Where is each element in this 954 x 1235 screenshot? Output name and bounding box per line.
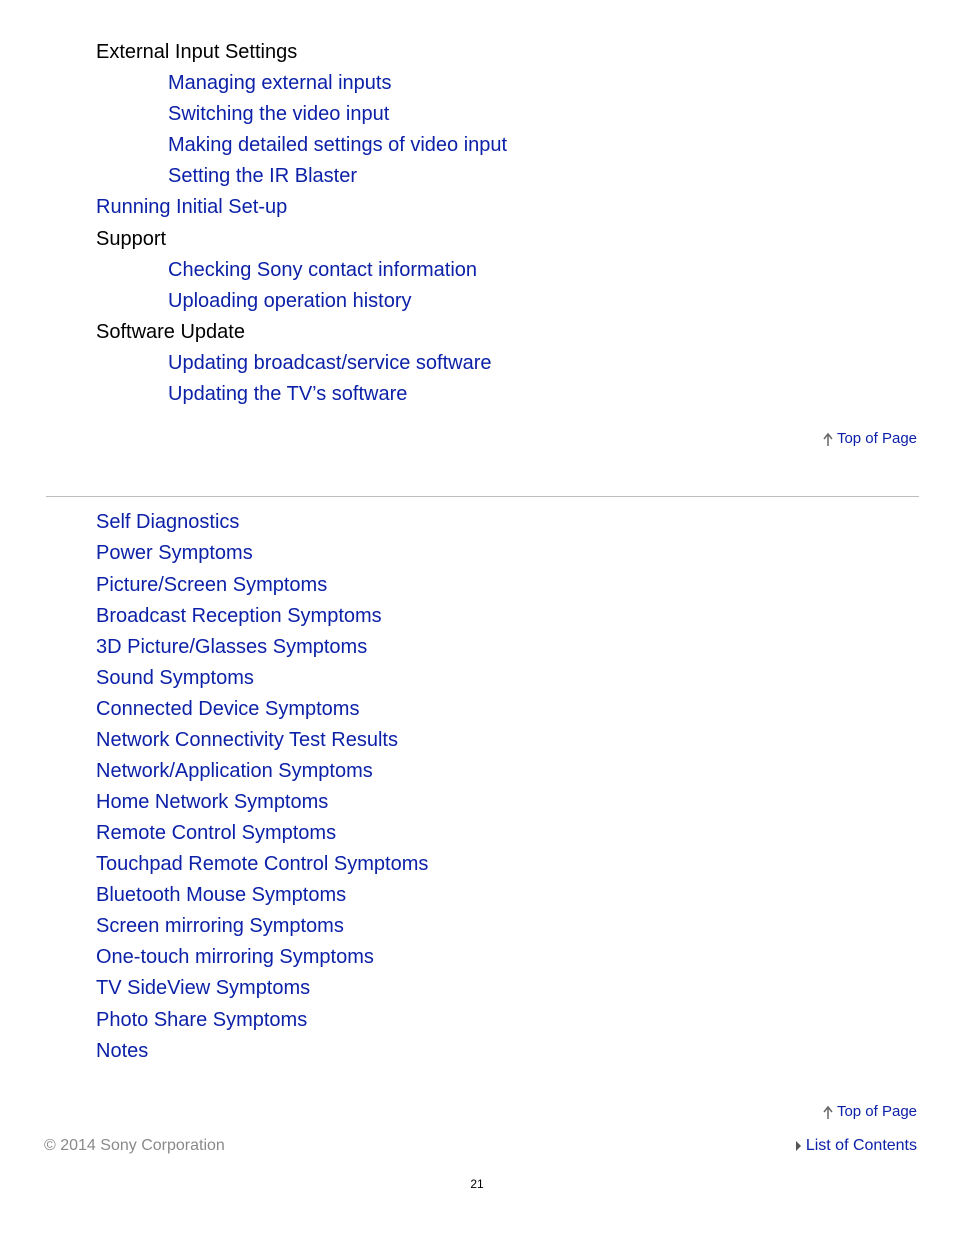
link-screen-mirroring-symptoms[interactable]: Screen mirroring Symptoms [96,915,344,937]
link-remote-control-symptoms[interactable]: Remote Control Symptoms [96,822,337,844]
link-updating-tv-software[interactable]: Updating the TV’s software [168,383,408,405]
top-of-page-label: Top of Page [836,430,917,447]
link-running-initial-setup[interactable]: Running Initial Set-up [96,196,288,218]
link-connected-device-symptoms[interactable]: Connected Device Symptoms [96,698,360,720]
link-managing-external-inputs[interactable]: Managing external inputs [168,72,392,94]
link-home-network-symptoms[interactable]: Home Network Symptoms [96,791,329,813]
arrow-up-icon [822,431,834,447]
page-number: 21 [470,1177,484,1191]
link-sound-symptoms[interactable]: Sound Symptoms [96,667,254,689]
link-setting-ir-blaster[interactable]: Setting the IR Blaster [168,165,357,187]
top-of-page-label: Top of Page [836,1103,917,1120]
link-updating-broadcast-software[interactable]: Updating broadcast/service software [168,352,492,374]
link-notes[interactable]: Notes [96,1040,149,1062]
link-touchpad-remote-control-symptoms[interactable]: Touchpad Remote Control Symptoms [96,853,429,875]
link-photo-share-symptoms[interactable]: Photo Share Symptoms [96,1009,308,1031]
link-3d-picture-glasses-symptoms[interactable]: 3D Picture/Glasses Symptoms [96,636,368,658]
top-of-page-link[interactable] [822,430,917,448]
arrow-up-icon [822,1104,834,1120]
link-power-symptoms[interactable]: Power Symptoms [96,542,253,564]
top-of-page-link-bottom[interactable] [822,1103,917,1121]
section-divider [46,496,919,497]
link-tv-sideview-symptoms[interactable]: TV SideView Symptoms [96,977,311,999]
link-picture-screen-symptoms[interactable]: Picture/Screen Symptoms [96,574,328,596]
link-self-diagnostics[interactable]: Self Diagnostics [96,511,240,533]
link-uploading-operation-history[interactable]: Uploading operation history [168,290,412,312]
link-one-touch-mirroring-symptoms[interactable]: One-touch mirroring Symptoms [96,946,374,968]
link-switching-video-input[interactable]: Switching the video input [168,103,390,125]
heading-software-update: Software Update [96,321,245,343]
list-of-contents-label: List of Contents [805,1137,917,1154]
link-checking-sony-contact[interactable]: Checking Sony contact information [168,259,478,281]
link-detailed-video-input-settings[interactable]: Making detailed settings of video input [168,134,508,156]
link-network-connectivity-test-results[interactable]: Network Connectivity Test Results [96,729,398,751]
heading-support: Support [96,228,167,250]
link-bluetooth-mouse-symptoms[interactable]: Bluetooth Mouse Symptoms [96,884,347,906]
triangle-right-icon [796,1141,801,1151]
link-broadcast-reception-symptoms[interactable]: Broadcast Reception Symptoms [96,605,382,627]
heading-external-input-settings: External Input Settings [96,41,298,63]
copyright-text: © 2014 Sony Corporation [44,1137,225,1154]
list-of-contents-link[interactable] [796,1137,917,1155]
link-network-application-symptoms[interactable]: Network/Application Symptoms [96,760,373,782]
